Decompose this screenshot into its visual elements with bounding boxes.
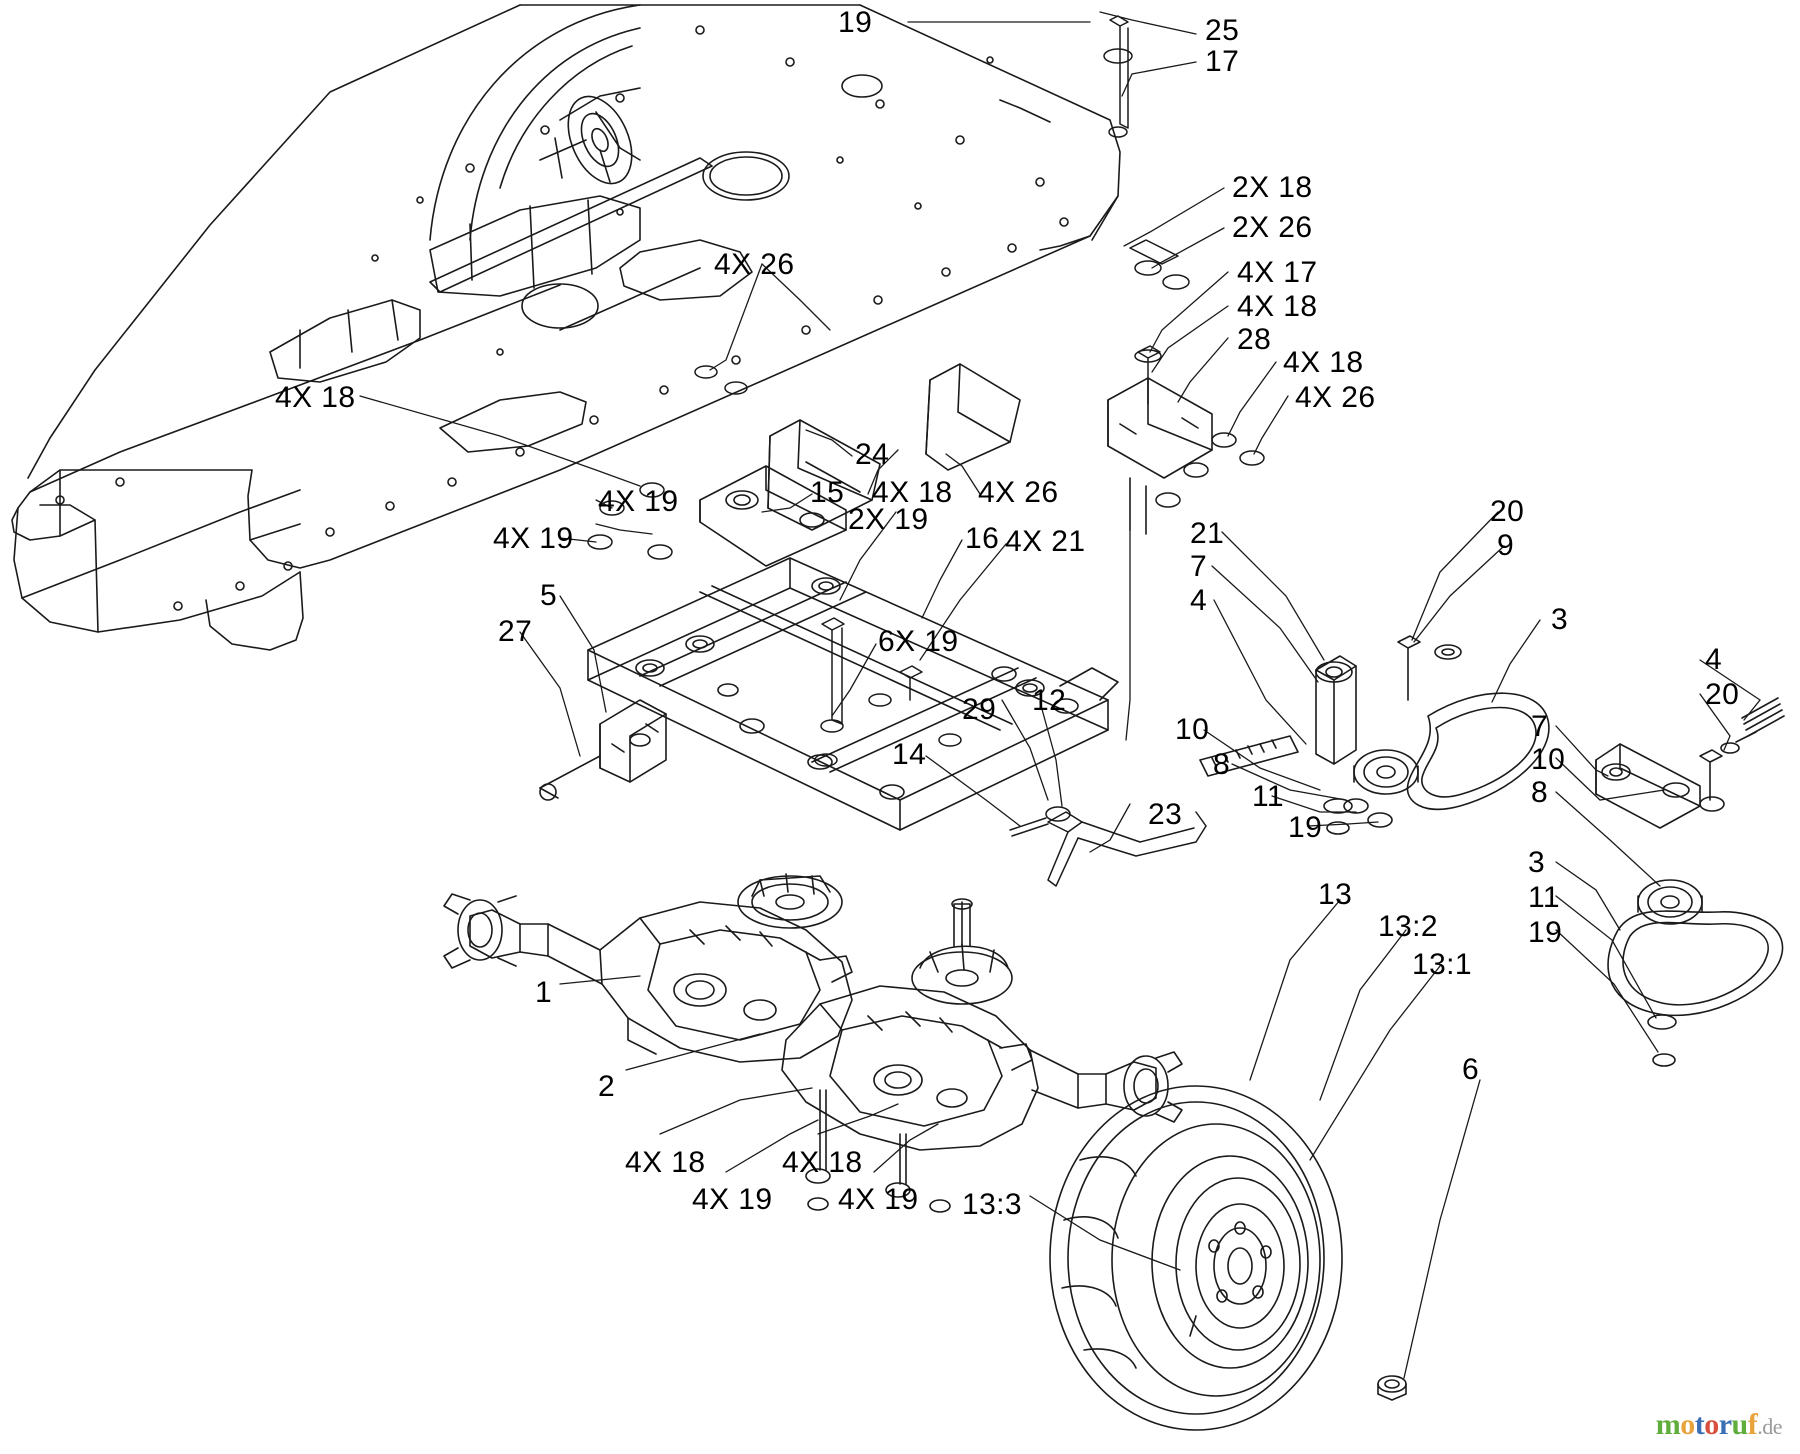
callout-label: 2X 18: [1232, 171, 1313, 204]
callout-label: 4: [1190, 584, 1208, 617]
callout-label: 2X 19: [848, 503, 929, 536]
callout-label: 11: [1528, 881, 1560, 914]
callout-label: 11: [1252, 780, 1284, 813]
callout-label: 7: [1190, 550, 1208, 583]
callout-label: 6: [1462, 1053, 1480, 1086]
callout-label: 7: [1531, 710, 1549, 743]
callout-label: 4X 26: [714, 248, 795, 281]
watermark-m: m: [1655, 1408, 1681, 1441]
watermark-u: u: [1731, 1408, 1748, 1441]
callout-label: 6X 19: [878, 625, 959, 658]
callout-label: 2: [598, 1070, 616, 1103]
callout-label: 14: [892, 738, 927, 771]
callout-label: 23: [1148, 798, 1183, 831]
callout-label: 4X 18: [782, 1146, 863, 1179]
watermark-r: r: [1718, 1408, 1732, 1441]
callout-label: 4X 19: [838, 1183, 919, 1216]
callout-label: 16: [965, 522, 1000, 555]
callout-label: 8: [1531, 776, 1549, 809]
callout-label: 13:2: [1378, 910, 1438, 943]
callout-label: 4X 19: [692, 1183, 773, 1216]
callout-label: 4X 18: [1237, 290, 1318, 323]
callout-label: 4X 17: [1237, 256, 1318, 289]
motoruf-watermark: [1656, 1408, 1782, 1442]
watermark-o1: o: [1680, 1408, 1695, 1441]
callout-label: 21: [1190, 517, 1225, 550]
callout-label: 4X 19: [493, 522, 574, 555]
callout-label: 13: [1318, 878, 1353, 911]
callout-label: 20: [1490, 495, 1525, 528]
callout-label: 4X 18: [1283, 346, 1364, 379]
callout-label: 3: [1551, 603, 1569, 636]
watermark-f: f: [1747, 1408, 1758, 1441]
callout-label: 4X 18: [275, 381, 356, 414]
callout-label: 4X 19: [598, 485, 679, 518]
callout-label: 25: [1205, 14, 1240, 47]
callout-label: 19: [838, 6, 873, 39]
callout-label: 20: [1705, 678, 1740, 711]
callout-label: 5: [540, 579, 558, 612]
watermark-de: .de: [1757, 1414, 1782, 1439]
callout-label: 9: [1497, 529, 1515, 562]
callout-label: 8: [1213, 748, 1231, 781]
callout-label: 4X 21: [1005, 525, 1086, 558]
callout-label: 29: [962, 693, 997, 726]
watermark-t: t: [1694, 1408, 1705, 1441]
callout-label: 4X 26: [1295, 381, 1376, 414]
callout-label: 4: [1705, 643, 1723, 676]
watermark-o2: o: [1704, 1408, 1719, 1441]
callout-label: 12: [1032, 684, 1067, 717]
callout-label: 17: [1205, 45, 1240, 78]
callout-label: 13:1: [1412, 948, 1472, 981]
callout-label: 10: [1175, 713, 1210, 746]
callout-label: 13:3: [962, 1188, 1022, 1221]
callout-label: 4X 18: [625, 1146, 706, 1179]
callout-label: 3: [1528, 846, 1546, 879]
callout-label: 24: [855, 438, 890, 471]
callout-label: 2X 26: [1232, 211, 1313, 244]
callout-label: 4X 26: [978, 476, 1059, 509]
callout-label: 28: [1237, 323, 1272, 356]
callout-label: 27: [498, 615, 533, 648]
callout-label: 15: [810, 476, 845, 509]
callout-label: 19: [1528, 916, 1563, 949]
callout-label: 10: [1531, 743, 1566, 776]
callout-label: 4X 18: [872, 476, 953, 509]
callout-label: 19: [1288, 811, 1323, 844]
callout-label: 1: [535, 976, 553, 1009]
